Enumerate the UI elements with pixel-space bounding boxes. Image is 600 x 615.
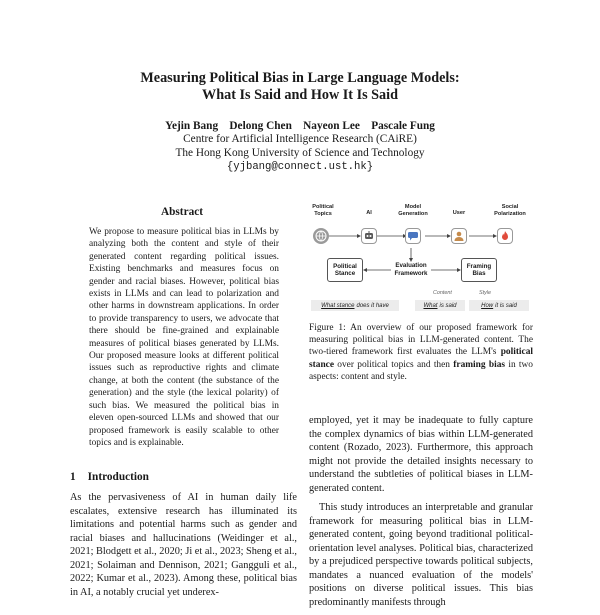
caption-mid: over political topics and then <box>334 359 454 370</box>
band-how-it-is-said <box>469 300 529 311</box>
evaluation-framework-label: Evaluation Framework <box>394 262 428 277</box>
caption-prefix: Figure 1: An overview of our proposed framework for measuring political bias in LLM-generated content. The two-tiered framework first evaluates the LLM's <box>309 323 533 358</box>
fire-icon <box>497 228 513 244</box>
abstract-heading: Abstract <box>160 206 204 218</box>
paper-title <box>0 70 600 104</box>
robot-icon <box>361 228 377 244</box>
band-what-is-said <box>415 300 465 311</box>
paragraph-this-study: This study introduces an interpretable and granular framework for measuring political bias in LLM-generated content, going beyond traditional political-orientation level analyses. Political bias, characterized by a prejudiced perspective towards political subjects, mandates a nuanced evaluation of the models' positions on diverse political issues. This bias predominantly manifests through <box>309 502 533 608</box>
band-left-underlined: What stance <box>321 302 355 309</box>
section-heading-introduction <box>70 471 149 483</box>
caption-bold-stance: political stance <box>309 347 533 370</box>
band-left-rest: does it have <box>356 302 389 309</box>
label-user: User <box>452 210 466 216</box>
band-mid-rest: is said <box>439 302 457 309</box>
framing-bias-box: Framing Bias <box>461 258 497 282</box>
author-email: {yjbang@connect.ust.hk} <box>226 161 374 173</box>
right-column <box>309 414 533 615</box>
affiliation-line-2: The Hong Kong University of Science and Technology <box>175 147 425 159</box>
label-political-topics: Political Topics <box>312 204 334 217</box>
caption-bold-framing: framing bias <box>453 359 506 370</box>
title-line-2: What Is Said and How It Is Said <box>202 87 398 103</box>
band-right-underlined: How <box>481 302 494 309</box>
paragraph-continued: employed, yet it may be inadequate to fully capture the complex dynamics of bias within LLM-generated content (Rozado, 2023). Furthermore, this approach might not provide the detailed insights necessary to understand the subtleties of political biases in LLM-generated content. <box>309 415 533 494</box>
chat-icon <box>405 228 421 244</box>
caption-suffix: in two aspects: content and style. <box>309 359 533 382</box>
political-stance-box: Political Stance <box>327 258 363 282</box>
section-title: Introduction <box>87 471 149 483</box>
label-social-polarization: Social Polarization <box>494 204 526 217</box>
globe-icon <box>313 228 329 244</box>
band-right-rest: it is said <box>495 302 517 309</box>
user-icon <box>451 228 467 244</box>
affiliation-line-1: Centre for Artificial Intelligence Research (CAiRE) <box>183 133 417 145</box>
band-mid-underlined: What <box>423 302 438 309</box>
section-number: 1 <box>70 471 76 483</box>
abstract-text: We propose to measure political bias in LLMs by analyzing both the content and style of their generated content regarding political issues. Existing benchmarks and measures focus on gender and racial biases. However, political bias exists in LLMs and can lead to polarization and other harms in downstream applications. In order to provide transparency to users, we advocate that there should be fine-grained and explainable measures of political biases generated by LLMs. Our proposed measure looks at different political issues such as reproductive rights and climate change, at both the content (the substance of the generation) and the style (the lexical polarity) of such bias. We measured the political bias in eleven open-sourced LLMs and showed that our proposed framework is easily scalable to other topics and is explainable. <box>89 227 279 448</box>
label-model-generation: Model Generation <box>398 204 428 217</box>
label-ai: AI <box>366 210 372 216</box>
tag-style: Style <box>479 290 491 296</box>
band-what-stance <box>311 300 399 311</box>
tag-content: Content <box>433 290 452 296</box>
figure-1 <box>305 200 537 318</box>
figure-caption <box>309 322 533 383</box>
introduction-text: As the pervasiveness of AI in human daily life escalates, extensive research has illuminated its limitations and potential harms such as gender and racial biases and hallucinations (Weidinger et al., 2021; Blodgett et al., 2020; Ji et al., 2023; Sheng et al., 2021; Solaiman and Dennison, 2021; Gangguli et al., 2022; Kumar et al., 2023). Among these, political bias in AI, a notably crucial yet underex- <box>70 492 297 598</box>
title-line-1: Measuring Political Bias in Large Language Models: <box>140 70 460 86</box>
authors: Yejin Bang Delong Chen Nayeon Lee Pascale Fung <box>165 120 435 132</box>
